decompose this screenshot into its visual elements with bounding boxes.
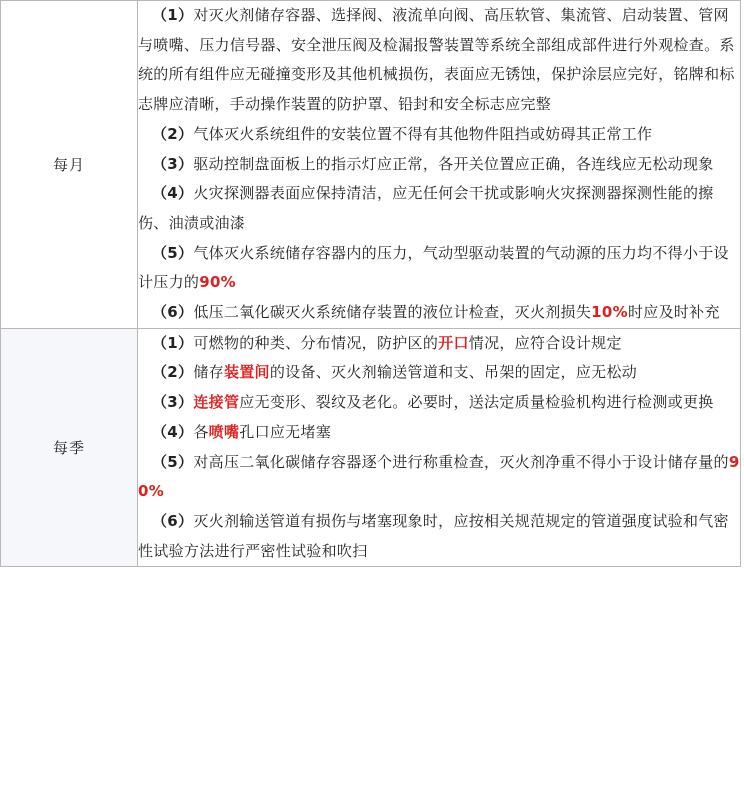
item-number: （2） bbox=[152, 363, 194, 382]
list-item bbox=[138, 358, 740, 388]
period-cell-quarterly: 每季 bbox=[1, 328, 138, 567]
item-number: （2） bbox=[152, 124, 194, 143]
item-text: 时应及时补充 bbox=[627, 303, 720, 322]
highlighted-term: 装置间 bbox=[223, 363, 270, 382]
item-number: （3） bbox=[152, 393, 194, 412]
list-item bbox=[138, 239, 740, 298]
item-text: 储存 bbox=[193, 363, 224, 382]
item-number: （1） bbox=[152, 6, 194, 24]
period-cell-monthly: 每月 bbox=[1, 1, 138, 329]
item-text: 灭火剂输送管道有损伤与堵塞现象时，应按相关规范规定的管道强度试验和气密性试验方法进行严密性试验和吹扫 bbox=[138, 511, 729, 560]
list-item bbox=[138, 298, 740, 328]
list-item bbox=[138, 388, 740, 418]
list-item bbox=[138, 329, 740, 359]
item-text: 各 bbox=[193, 422, 209, 441]
item-text: 的设备、灭火剂输送管道和支、吊架的固定，应无松动 bbox=[269, 363, 638, 382]
item-text: 气体灭火系统储存容器内的压力，气动型驱动装置的气动源的压力均不得小于设计压力的 bbox=[138, 243, 729, 292]
item-text: 可燃物的种类、分布情况，防护区的 bbox=[193, 333, 439, 352]
list-item bbox=[138, 507, 740, 566]
list-item bbox=[138, 179, 740, 238]
item-number: （4） bbox=[152, 184, 194, 203]
item-text: 低压二氧化碳灭火系统储存装置的液位计检查，灭火剂损失 bbox=[193, 303, 592, 322]
list-item bbox=[138, 418, 740, 448]
item-number: （6） bbox=[152, 303, 194, 322]
item-number: （3） bbox=[152, 154, 194, 173]
item-text: 火灾探测器表面应保持清洁，应无任何会干扰或影响火灾探测器探测性能的擦伤、油渍或油漆 bbox=[138, 184, 714, 232]
highlighted-term: 10% bbox=[591, 303, 628, 322]
table-row bbox=[1, 328, 741, 567]
items-cell-quarterly bbox=[138, 328, 741, 567]
item-text: 孔口应无堵塞 bbox=[239, 422, 332, 441]
item-text: 气体灭火系统组件的安装位置不得有其他物件阻挡或妨碍其正常工作 bbox=[193, 124, 653, 143]
highlighted-term: 90% bbox=[199, 273, 237, 292]
list-item bbox=[138, 150, 740, 180]
item-number: （4） bbox=[152, 422, 194, 441]
item-number: （5） bbox=[152, 243, 194, 262]
highlighted-term: 开口 bbox=[438, 333, 469, 352]
highlighted-term: 喷嘴 bbox=[208, 422, 240, 441]
items-cell-monthly bbox=[138, 1, 741, 329]
item-text: 应无变形、裂纹及老化。必要时，送法定质量检验机构进行检测或更换 bbox=[239, 393, 714, 412]
item-text: 对高压二氧化碳储存容器逐个进行称重检查，灭火剂净重不得小于设计储存量的 bbox=[193, 452, 729, 471]
table-row bbox=[1, 1, 741, 329]
item-text: 情况，应符合设计规定 bbox=[468, 333, 622, 352]
highlighted-term: 90% bbox=[138, 452, 740, 501]
item-number: （1） bbox=[152, 333, 194, 352]
list-item bbox=[138, 1, 740, 120]
item-number: （6） bbox=[152, 511, 194, 530]
item-text: 驱动控制盘面板上的指示灯应正常，各开关位置应正确，各连线应无松动现象 bbox=[193, 154, 714, 173]
list-item bbox=[138, 120, 740, 150]
highlighted-term: 连接管 bbox=[193, 393, 240, 412]
item-number: （5） bbox=[152, 452, 194, 471]
item-text: 对灭火剂储存容器、选择阀、液流单向阀、高压软管、集流管、启动装置、管网与喷嘴、压力信号器、安全泄压阀及检漏报警装置等系统全部组成部件进行外观检查。系统的所有组件应无碰撞变形及其他机械损伤，表面应无锈蚀，保护涂层应完好，铭牌和标志牌应清晰，手动操作装置的防护罩、铅封和安全标志应完整 bbox=[138, 6, 735, 114]
list-item bbox=[138, 448, 740, 507]
